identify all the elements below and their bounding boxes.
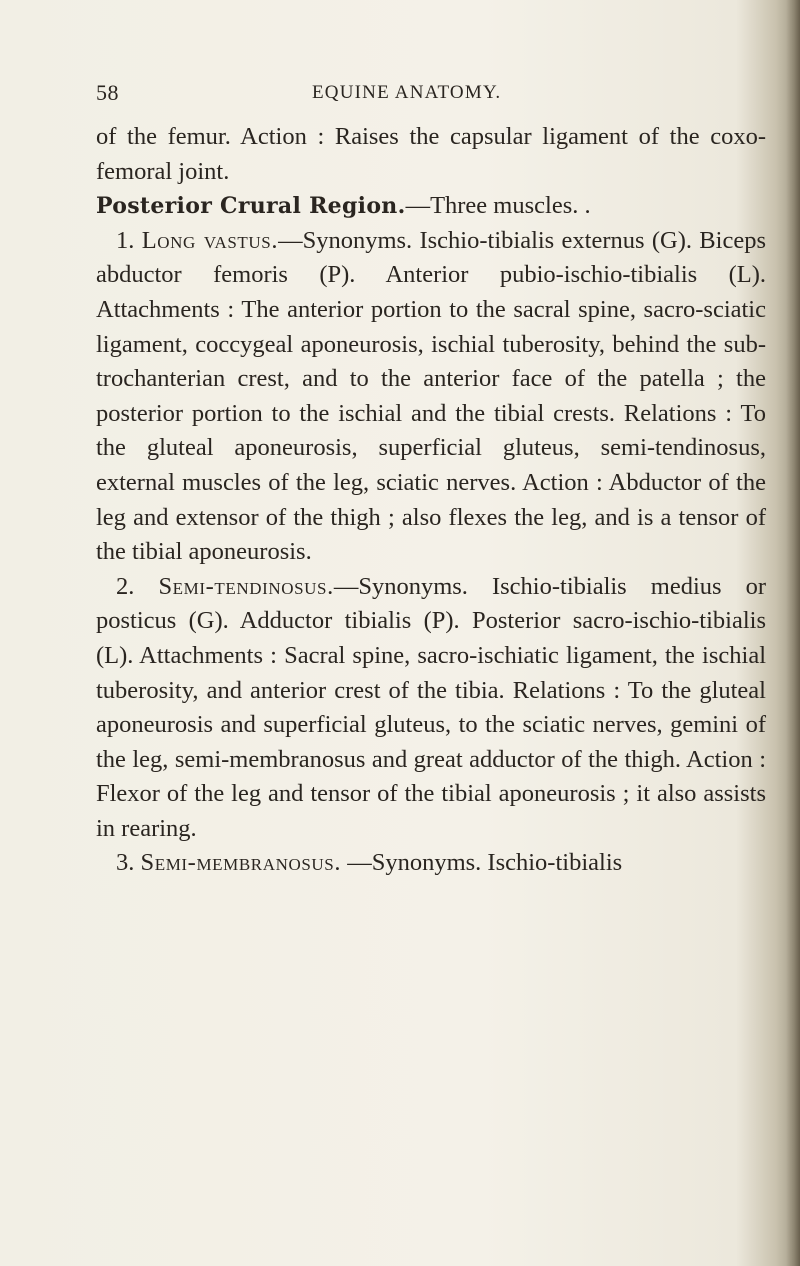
paragraph-posterior-crural-region (96, 189, 766, 224)
paragraph-femur-action (96, 120, 766, 189)
running-head (96, 80, 748, 106)
page-edge-shadow (786, 0, 800, 1266)
item-number: 2. (116, 572, 135, 600)
page-number: 58 (96, 80, 119, 105)
item-number: 3. (116, 849, 135, 877)
section-heading: Posterior Crural Region. (96, 193, 406, 220)
running-head-title: EQUINE ANATOMY. (312, 82, 502, 103)
muscle-name: Semi-membranosus. (140, 849, 342, 877)
muscle-name: Semi-tendinosus. (158, 572, 334, 600)
paragraph-semi-membranosus (96, 846, 766, 881)
item-number: 1. (116, 226, 135, 254)
paragraph-text: of the femur. Action : Raises the capsular ligament of the coxo-femoral joint. (96, 123, 766, 185)
paragraph-text: —Synonyms. Ischio-tibialis (341, 849, 623, 877)
paragraph-text: —Synonyms. Ischio-tibialis externus (G). Biceps abductor femoris (P). Anterior pubio-ischio-tibialis (L). Attachments : The anterior portion to the sacral spine, sacro-sciatic ligament, coccygeal aponeurosis, ischial tuberosity, behind the sub-trochanterian crest, and to the anterior face of the patella ; the posterior portion to the ischial and the tibial crests. Relations : To the gluteal aponeurosis, superficial gluteus, semi-tendinosus, external muscles of the leg, sciatic nerves. Action : Abductor of the leg and extensor of the thigh ; also flexes the leg, and is a tensor of the tibial aponeurosis. (96, 226, 766, 566)
paragraph-semi-tendinosus (96, 570, 766, 847)
paragraph-text: —Three muscles. . (405, 192, 591, 220)
paragraph-long-vastus (96, 224, 766, 570)
paragraph-text: —Synonyms. Ischio-tibialis medius or posticus (G). Adductor tibialis (P). Posterior sacro-ischio-tibialis (L). Attachments : Sacral spine, sacro-ischiatic ligament, the ischial tuberosity, and anterior crest of the tibia. Relations : To the gluteal aponeurosis and superficial gluteus, to the sciatic nerves, gemini of the leg, semi-membranosus and great adductor of the thigh. Action : Flexor of the leg and tensor of the tibial aponeurosis ; it also assists in rearing. (96, 572, 767, 842)
muscle-name: Long vastus. (141, 226, 279, 254)
body-text (96, 120, 766, 881)
